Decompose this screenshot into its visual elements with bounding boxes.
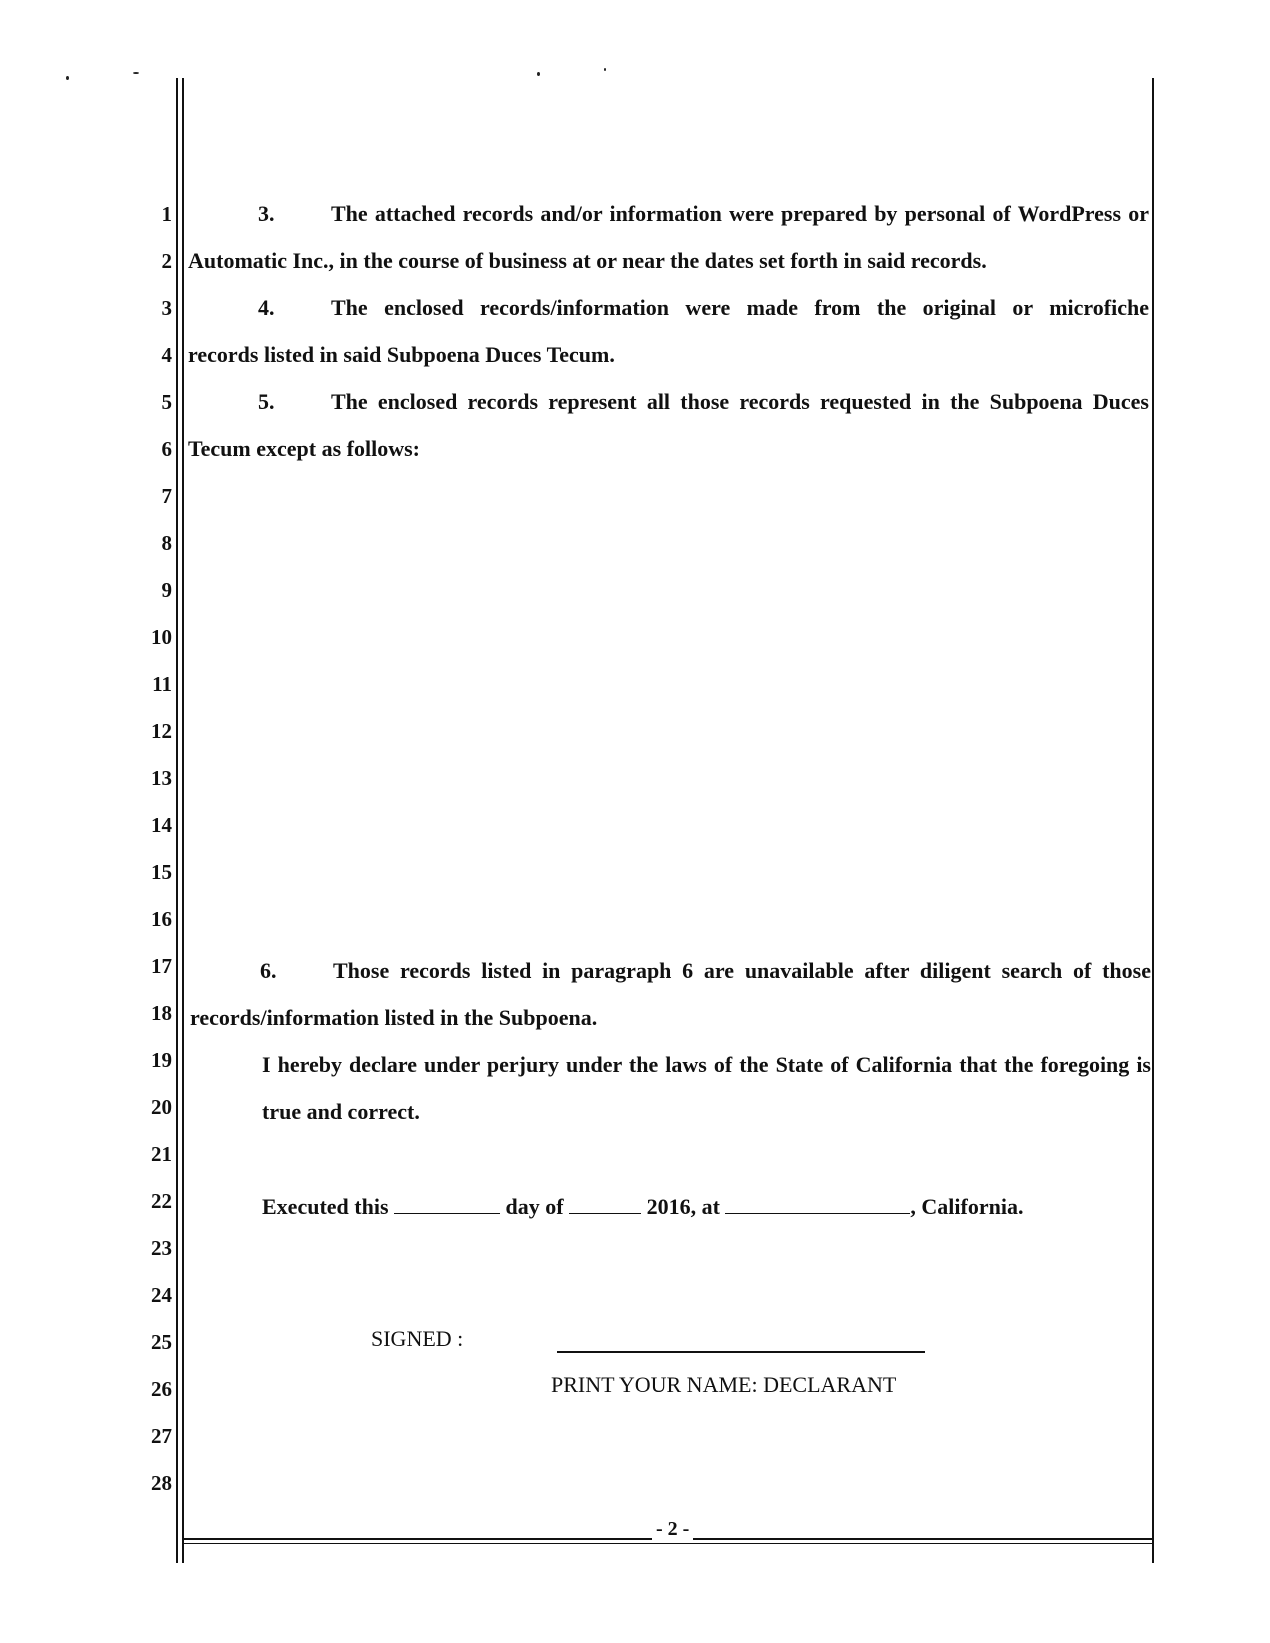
city-blank[interactable] [725,1193,910,1214]
right-margin-rule [1152,78,1154,1563]
line-number: 1 [161,202,172,226]
line-number: 2 [161,249,172,273]
line-number: 17 [151,954,172,978]
paragraph-number: 4. [258,295,275,320]
paragraph-text-line: The enclosed records/information were made from the original or microfiche [331,295,1149,320]
signature-line[interactable] [557,1351,925,1353]
line-number: 9 [161,578,172,602]
line-number: 14 [151,813,172,837]
line-number: 21 [151,1142,172,1166]
scan-speck [537,72,540,76]
line-number: 28 [151,1471,172,1495]
line-number: 8 [161,531,172,555]
paragraph-text-line: records/information listed in the Subpoena. [190,1005,598,1030]
line-number: 3 [161,296,172,320]
paragraph-text-line: Tecum except as follows: [188,436,420,461]
line-number: 26 [151,1377,172,1401]
line-number: 10 [151,625,172,649]
line-number: 23 [151,1236,172,1260]
line-number: 18 [151,1001,172,1025]
paragraph-text-line: Those records listed in paragraph 6 are unavailable after diligent search of those [333,958,1151,983]
month-blank[interactable] [569,1193,641,1214]
line-number: 27 [151,1424,172,1448]
paragraph-text-line: records listed in said Subpoena Duces Tecum. [188,342,615,367]
scan-speck [133,72,139,74]
executed-label: Executed this [262,1194,389,1219]
print-name-label: PRINT YOUR NAME: DECLARANT [551,1372,897,1397]
line-number: 15 [151,860,172,884]
executed-line [262,1193,1023,1220]
line-number: 22 [151,1189,172,1213]
day-blank[interactable] [394,1193,500,1214]
footer-rule-bottom [184,1543,1154,1544]
paragraph-number: 3. [258,201,275,226]
line-number: 4 [161,343,172,367]
paragraph-number: 5. [258,389,275,414]
day-of-label: day of [505,1194,564,1219]
line-number: 12 [151,719,172,743]
line-number: 11 [152,672,172,696]
line-number: 13 [151,766,172,790]
line-number: 7 [161,484,172,508]
line-number: 5 [161,390,172,414]
line-number: 6 [161,437,172,461]
line-number: 20 [151,1095,172,1119]
scan-speck [604,68,606,71]
left-margin-rule-outer [176,78,178,1563]
declaration-text-line: true and correct. [262,1099,420,1124]
state-label: , California. [910,1194,1024,1219]
line-number: 16 [151,907,172,931]
page-number: - 2 - [652,1518,693,1541]
paragraph-text-line: The enclosed records represent all those records requested in the Subpoena Duces [331,389,1149,414]
paragraph-text-line: Automatic Inc., in the course of business at or near the dates set forth in said records. [188,248,987,273]
line-number: 25 [151,1330,172,1354]
paragraph-text-line: The attached records and/or information were prepared by personal of WordPress or [331,201,1149,226]
signed-label: SIGNED : [371,1326,464,1351]
year-at-label: 2016, at [646,1194,720,1219]
line-number: 19 [151,1048,172,1072]
declaration-text-line: I hereby declare under perjury under the laws of the State of California that the foregoing is [262,1052,1151,1077]
paragraph-number: 6. [260,958,277,983]
scan-speck [66,76,69,80]
line-number: 24 [151,1283,172,1307]
left-margin-rule-inner [182,78,184,1563]
